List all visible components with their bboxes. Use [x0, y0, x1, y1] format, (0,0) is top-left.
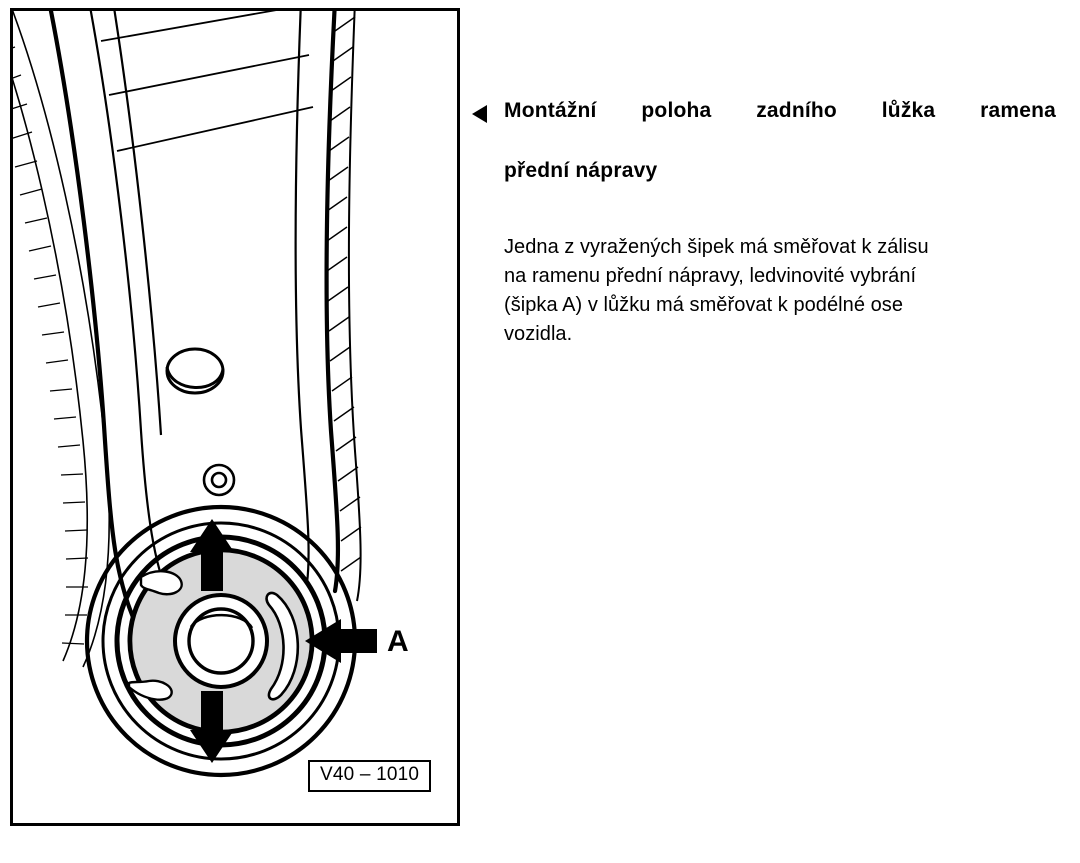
text-column: [472, 96, 1056, 349]
body-paragraph: [504, 233, 1056, 349]
callout-label-a: A: [387, 625, 409, 658]
paragraph-line: (šipka A) v lůžku má směřovat k podélné ose: [504, 294, 903, 317]
arrow-a: [305, 619, 377, 663]
page-title: [504, 96, 1056, 185]
paragraph-line: Jedna z vyražených šipek má směřovat k zálisu: [504, 236, 929, 259]
heading-line-1: Montážní poloha zadního lůžka ramena: [504, 99, 1056, 122]
paragraph-line: vozidla.: [504, 323, 573, 346]
control-arm-illustration: [10, 11, 460, 823]
triangle-left-icon: [472, 105, 487, 123]
heading-row: [472, 96, 1056, 185]
body-block: [472, 233, 1056, 349]
figure-id-box: V40 – 1010: [308, 760, 431, 792]
heading-line-2: přední nápravy: [504, 158, 658, 182]
figure-panel: [10, 8, 460, 826]
paragraph-line: na ramenu přední nápravy, ledvinovité vybrání: [504, 265, 917, 288]
